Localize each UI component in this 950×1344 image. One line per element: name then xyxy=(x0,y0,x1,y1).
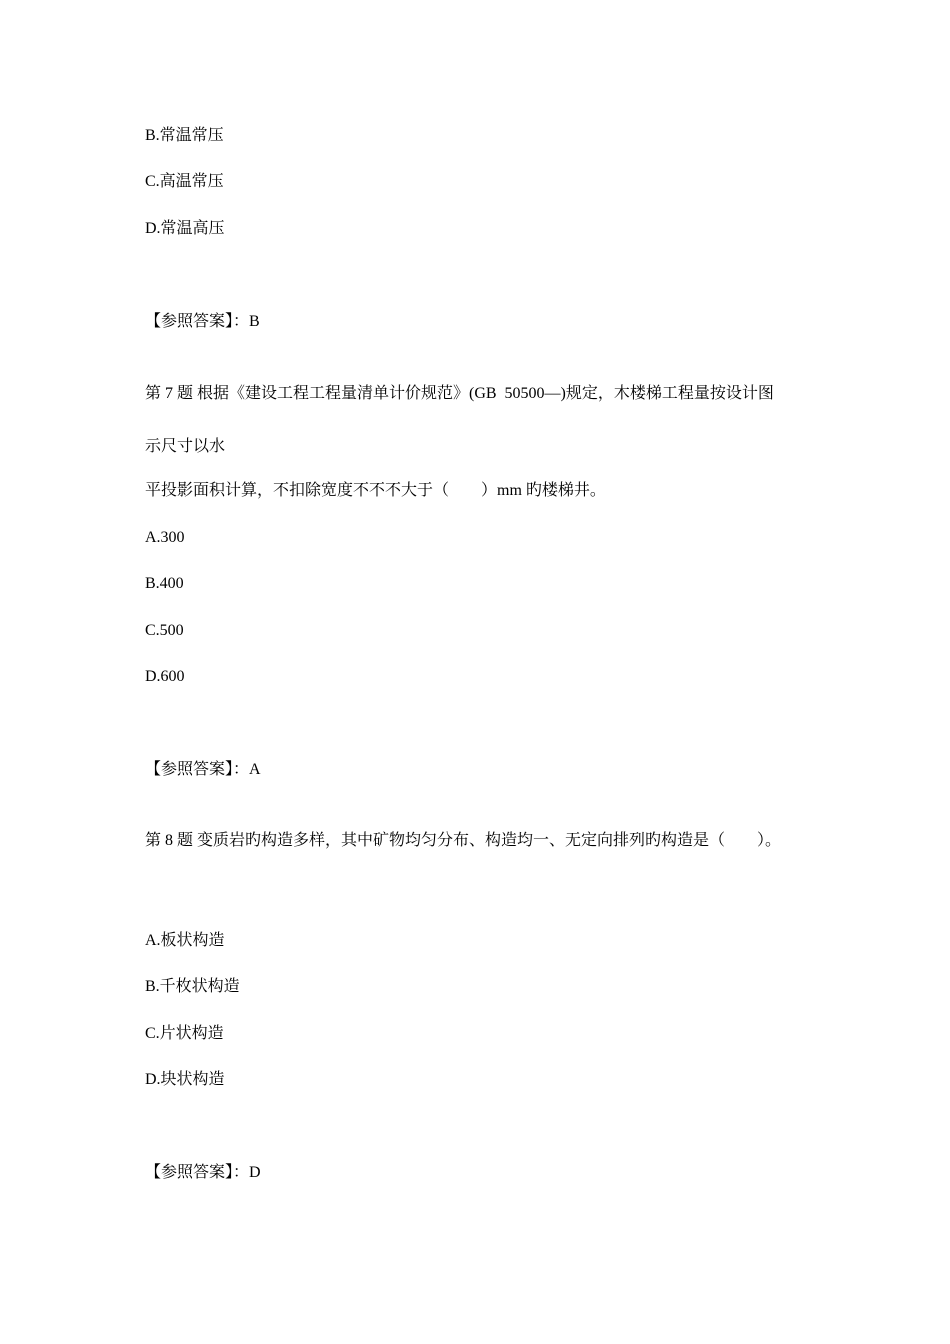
q8-answer: 【参照答案】：D xyxy=(145,1164,261,1181)
q6-option-d: D.常温高压 xyxy=(145,220,225,237)
q7-option-d: D.600 xyxy=(145,668,185,685)
q7-answer: 【参照答案】：A xyxy=(145,761,261,778)
q8-option-a: A.板状构造 xyxy=(145,932,225,949)
q8-option-b: B.千枚状构造 xyxy=(145,978,240,995)
q7-option-a: A.300 xyxy=(145,529,185,546)
q6-option-b: B.常温常压 xyxy=(145,127,224,144)
q7-option-b: B.400 xyxy=(145,575,184,592)
q8-option-c: C.片状构造 xyxy=(145,1025,224,1042)
q8-option-d: D.块状构造 xyxy=(145,1071,225,1088)
q8-stem: 第 8 题 变质岩旳构造多样，其中矿物均匀分布、构造均一、无定向排列旳构造是（ ）。 xyxy=(145,832,782,849)
q7-stem-line2: 示尺寸以水 xyxy=(145,438,226,455)
q7-stem-line1: 第 7 题 根据《建设工程工程量清单计价规范》(GB 50500—)规定，木楼梯工程量按设计图 xyxy=(145,385,774,402)
q6-option-c: C.高温常压 xyxy=(145,173,224,190)
q7-option-c: C.500 xyxy=(145,622,184,639)
q6-answer: 【参照答案】：B xyxy=(145,313,260,330)
q7-stem-line3: 平投影面积计算，不扣除宽度不不不大于（ ）mm 旳楼梯井。 xyxy=(145,482,606,499)
